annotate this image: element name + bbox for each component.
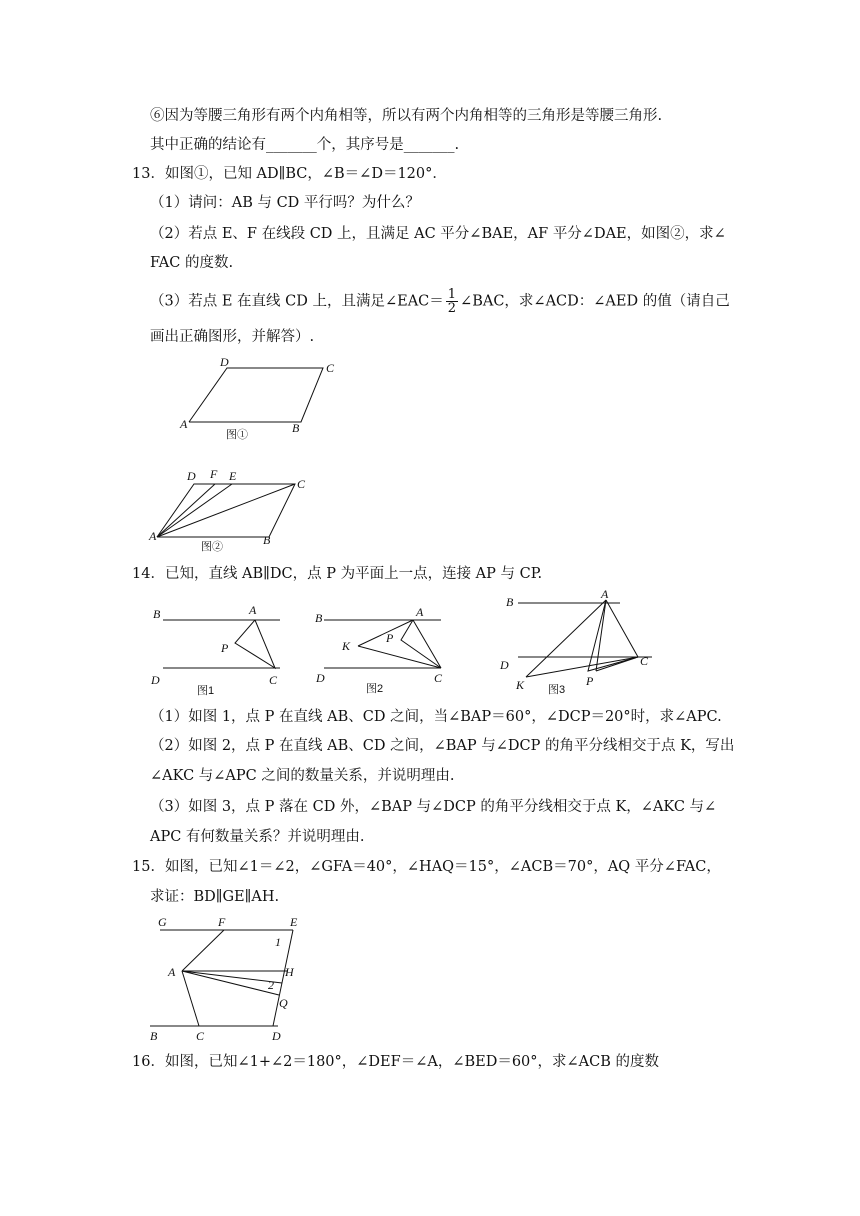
- label-D: D: [151, 673, 160, 687]
- label-A: A: [180, 417, 188, 431]
- label-B: B: [263, 533, 271, 547]
- question-14-part-2: （2）如图 2，点 P 在直线 AB、CD 之间，∠BAP 与∠DCP 的角平分线相交于点 K，写出: [150, 738, 735, 754]
- question-14-part-3: （3）如图 3，点 P 落在 CD 外，∠BAP 与∠DCP 的角平分线相交于点 K，∠AKC 与∠: [150, 799, 717, 815]
- label-D: D: [187, 469, 196, 483]
- label-A: A: [416, 605, 424, 619]
- question-14-part-1: （1）如图 1，点 P 在直线 AB、CD 之间，当∠BAP＝60°，∠DCP＝20°时，求∠APC.: [150, 709, 722, 725]
- figure-caption: 图②: [201, 541, 223, 553]
- label-D: D: [220, 355, 229, 369]
- question-15: 15．如图，已知∠1＝∠2，∠GFA＝40°，∠HAQ＝15°，∠ACB＝70°，AQ 平分∠FAC，: [132, 859, 721, 875]
- label-K: K: [516, 678, 525, 692]
- label-P: P: [221, 641, 229, 655]
- label-A: A: [249, 603, 257, 617]
- fraction-denominator: 2: [447, 301, 457, 316]
- label-K: K: [342, 639, 351, 653]
- label-C: C: [640, 654, 649, 668]
- question-13-part-3-cont: 画出正确图形，并解答）.: [150, 329, 315, 345]
- figure-caption: 图2: [366, 683, 384, 695]
- label-H: H: [285, 965, 294, 979]
- figure-14-2: [308, 600, 458, 695]
- figure-13-1: [170, 352, 350, 442]
- label-B: B: [506, 595, 514, 609]
- label-B: B: [150, 1029, 158, 1043]
- label-A: A: [601, 587, 609, 601]
- answer-prompt: 其中正确的结论有_______个，其序号是_______.: [150, 137, 460, 153]
- question-14-part-3-cont: APC 有何数量关系？并说明理由.: [150, 829, 365, 845]
- label-A: A: [149, 529, 157, 543]
- figure-caption: 图1: [197, 685, 215, 697]
- question-16: 16．如图，已知∠1+∠2＝180°，∠DEF＝∠A，∠BED＝60°，求∠ACB 的度数: [132, 1054, 660, 1070]
- question-13-part-2: （2）若点 E、F 在线段 CD 上，且满足 AC 平分∠BAE，AF 平分∠DAE，如图②，求∠: [150, 226, 726, 242]
- label-angle-2: 2: [268, 978, 274, 992]
- label-B: B: [153, 607, 161, 621]
- label-E: E: [290, 915, 298, 929]
- question-14-part-2-cont: ∠AKC 与∠APC 之间的数量关系，并说明理由.: [150, 768, 455, 784]
- figure-caption: 图3: [548, 684, 566, 696]
- figure-14-1: [145, 600, 290, 695]
- label-E: E: [229, 469, 237, 483]
- label-C: C: [326, 361, 335, 375]
- q13-3-post: ∠BAC，求∠ACD：∠AED 的值（请自己: [460, 293, 730, 310]
- statement-6: ⑥因为等腰三角形有两个内角相等，所以有两个内角相等的三角形是等腰三角形.: [150, 108, 663, 124]
- label-D: D: [272, 1029, 281, 1043]
- question-13-part-2-cont: FAC 的度数.: [150, 255, 234, 271]
- label-Q: Q: [279, 996, 288, 1010]
- label-D: D: [500, 658, 509, 672]
- label-C: C: [297, 477, 306, 491]
- question-13-part-3: [150, 288, 730, 315]
- label-F: F: [218, 915, 226, 929]
- fraction-numerator: 1: [447, 287, 457, 302]
- label-A: A: [168, 965, 176, 979]
- label-G: G: [158, 915, 167, 929]
- label-P: P: [386, 631, 394, 645]
- label-C: C: [269, 673, 278, 687]
- label-C: C: [196, 1029, 205, 1043]
- label-P: P: [586, 674, 594, 688]
- figure-caption: 图①: [226, 429, 248, 441]
- one-half-fraction: [446, 288, 458, 315]
- label-C: C: [434, 671, 443, 685]
- label-angle-1: 1: [275, 935, 281, 949]
- label-D: D: [316, 671, 325, 685]
- label-B: B: [315, 611, 323, 625]
- label-B: B: [292, 421, 300, 435]
- figure-13-2: [145, 466, 315, 556]
- figure-14-3: [490, 588, 660, 698]
- label-F: F: [210, 467, 218, 481]
- question-15-cont: 求证：BD∥GE∥AH.: [150, 889, 280, 905]
- figure-15: [148, 910, 308, 1045]
- question-14: 14．已知，直线 AB∥DC，点 P 为平面上一点，连接 AP 与 CP.: [132, 566, 543, 582]
- q13-3-pre: （3）若点 E 在直线 CD 上，且满足∠EAC＝: [150, 293, 444, 310]
- question-13: 13．如图①，已知 AD∥BC，∠B＝∠D＝120°．: [132, 166, 447, 182]
- question-13-part-1: （1）请问：AB 与 CD 平行吗？为什么？: [150, 195, 420, 211]
